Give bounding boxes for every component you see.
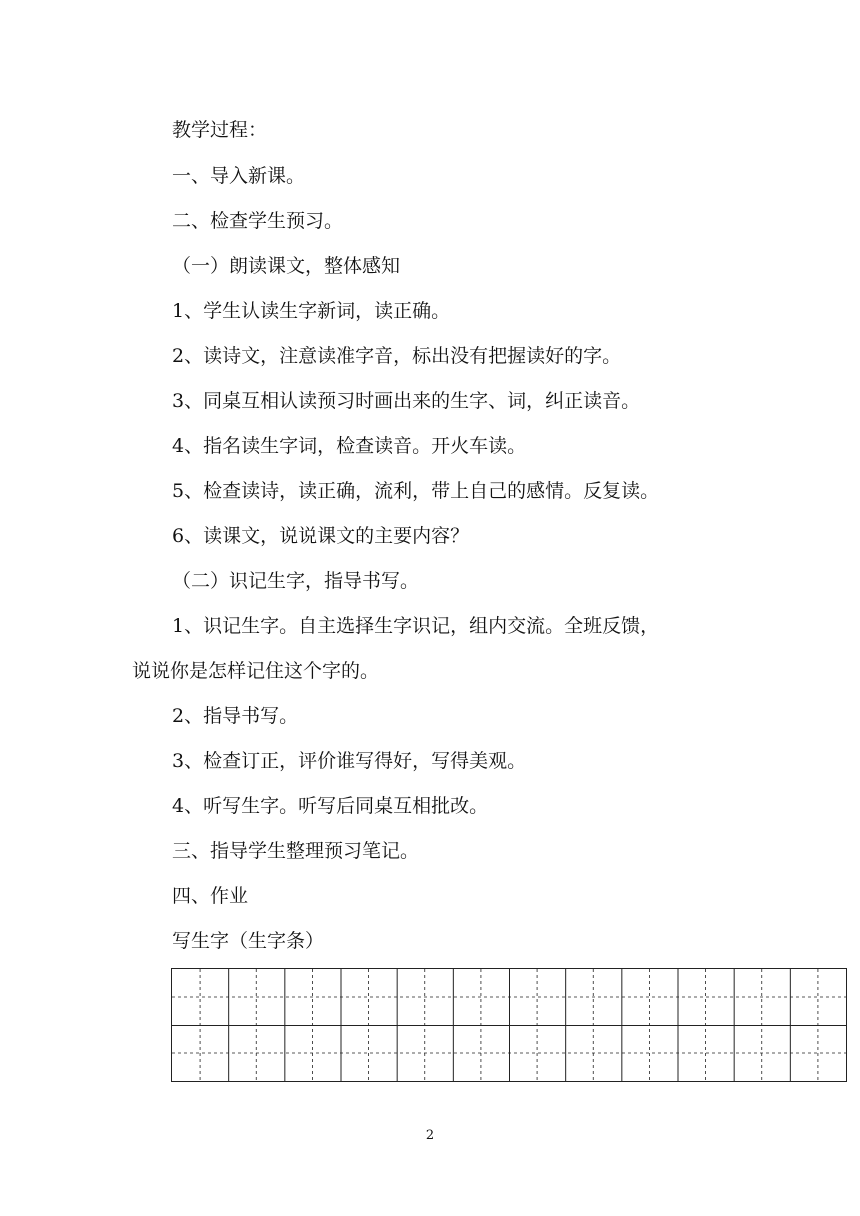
step-introduce-lesson: 一、导入新课。 [172, 165, 306, 187]
list-item-3: 3、同桌互相认读预习时画出来的生字、词，纠正读音。 [172, 390, 641, 412]
list-item-guide-writing: 2、指导书写。 [172, 705, 299, 727]
list-item-memorize: 1、识记生字。自主选择生字识记，组内交流。全班反馈， [172, 615, 660, 637]
step-homework: 四、作业 [172, 885, 249, 907]
section-heading-process: 教学过程： [172, 119, 268, 141]
homework-write-characters: 写生字（生字条） [172, 930, 325, 952]
list-item-1: 1、学生认读生字新词，读正确。 [172, 300, 451, 322]
list-item-5: 5、检查读诗，读正确，流利，带上自己的感情。反复读。 [172, 480, 660, 502]
list-item-dictation: 4、听写生字。听写后同桌互相批改。 [172, 795, 489, 817]
page-number: 2 [425, 1128, 435, 1143]
step-organize-notes: 三、指导学生整理预习笔记。 [172, 840, 420, 862]
list-item-4: 4、指名读生字词，检查读音。开火车读。 [172, 435, 527, 457]
writing-grid [171, 968, 847, 1082]
list-item-2: 2、读诗文，注意读准字音，标出没有把握读好的字。 [172, 345, 622, 367]
list-item-memorize-continued: 说说你是怎样记住这个字的。 [132, 660, 380, 682]
list-item-check-correct: 3、检查订正，评价谁写得好，写得美观。 [172, 750, 527, 772]
writing-grid-lines [172, 969, 848, 1083]
subsection-reading: （一）朗读课文，整体感知 [172, 255, 401, 277]
list-item-6: 6、读课文，说说课文的主要内容？ [172, 525, 470, 547]
step-check-preview: 二、检查学生预习。 [172, 210, 344, 232]
subsection-characters: （二）识记生字，指导书写。 [172, 570, 420, 592]
